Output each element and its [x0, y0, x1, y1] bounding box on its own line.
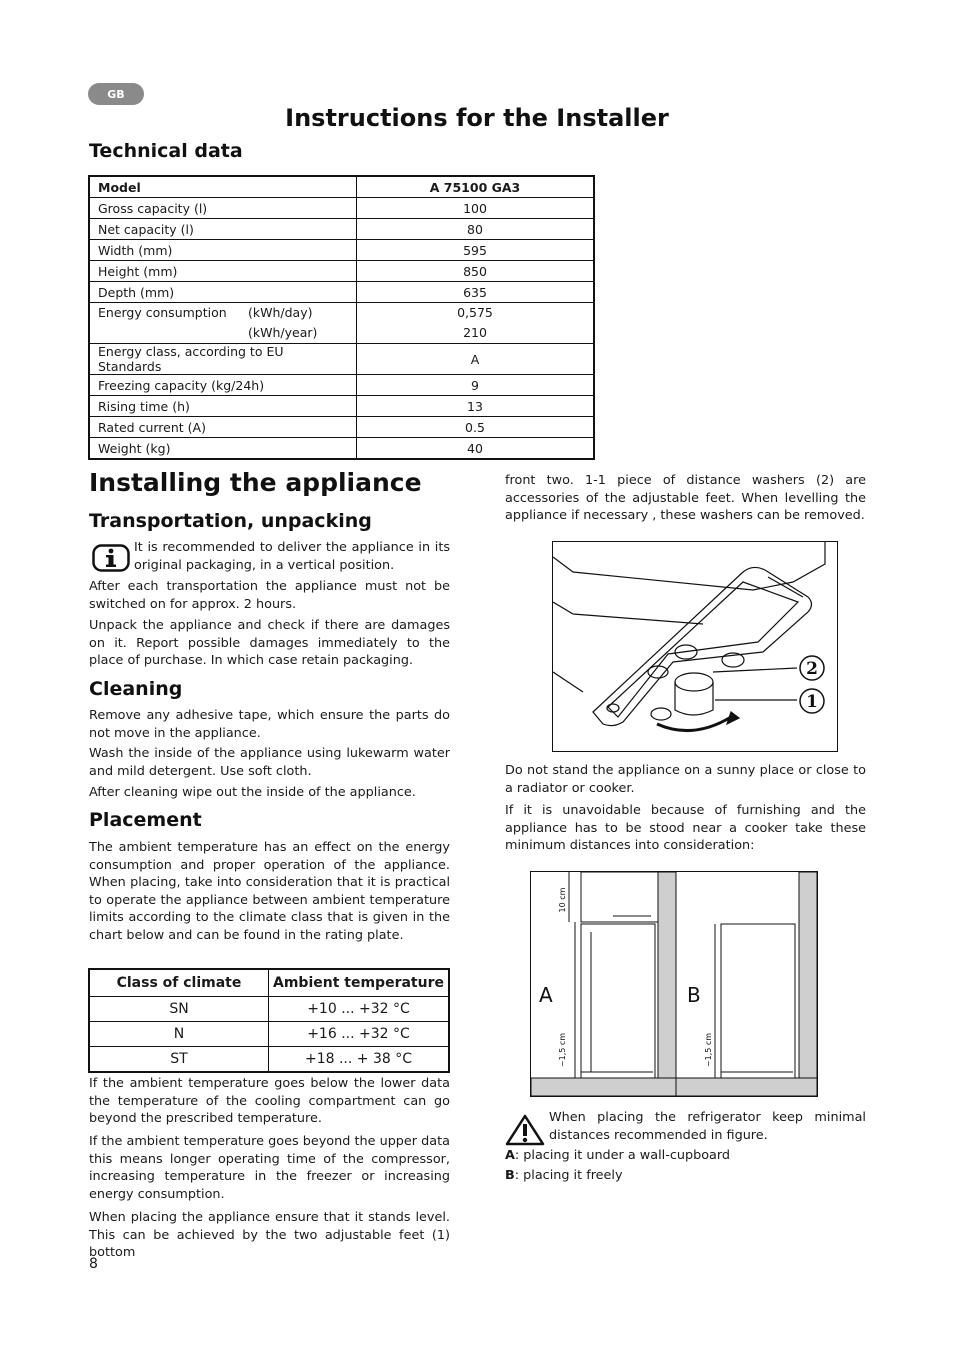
info-icon	[92, 544, 130, 572]
table-row	[89, 303, 594, 344]
table-row	[89, 438, 594, 460]
row-value: 595	[357, 240, 595, 261]
dimension-b-label: ~1,5 cm	[704, 1032, 713, 1068]
installing-heading: Installing the appliance	[89, 468, 422, 497]
energy-label-cell	[89, 303, 357, 344]
caption-b-key: B	[505, 1168, 515, 1183]
page-title: Instructions for the Installer	[285, 104, 669, 132]
caption-a-key: A	[505, 1148, 515, 1163]
table-row	[89, 375, 594, 396]
row-label: Gross capacity (l)	[89, 198, 357, 219]
row-label: Freezing capacity (kg/24h)	[89, 375, 357, 396]
row-value: 0.5	[357, 417, 595, 438]
ambient-temperature: +10 ... +32 °C	[269, 997, 450, 1022]
sunny-place-paragraph: Do not stand the appliance on a sunny place or close to a radiator or cooker.	[505, 763, 866, 796]
table-row	[89, 396, 594, 417]
table-row	[89, 219, 594, 240]
energy-unit-year: (kWh/year)	[248, 325, 318, 340]
row-value: 13	[357, 396, 595, 417]
feet-paragraph: front two. 1-1 piece of distance washers (2) are accessories of the adjustable feet. When levelling the appliance if necessary , these washers can be removed.	[505, 473, 866, 524]
table-header-row	[89, 969, 449, 997]
table-row	[89, 417, 594, 438]
transport-paragraph-1: After each transportation the appliance must not be switched on for approx. 2 hours.	[89, 579, 450, 612]
caption-b-text: : placing it freely	[514, 1168, 623, 1183]
cleaning-paragraph-3: After cleaning wipe out the inside of the appliance.	[89, 785, 416, 800]
table-row	[89, 344, 594, 375]
energy-value-year: 210	[463, 325, 487, 340]
table-row	[89, 1022, 449, 1047]
caption-a-text: : placing it under a wall-cupboard	[514, 1148, 731, 1163]
row-label: Net capacity (l)	[89, 219, 357, 240]
minimum-distances-figure	[530, 871, 818, 1097]
row-value: 80	[357, 219, 595, 240]
technical-data-heading: Technical data	[89, 140, 243, 162]
placement-paragraph-3: If the ambient temperature goes beyond the upper data this means longer operating time of the compressor, increasing temperature in the freezer or increasing energy consumption.	[89, 1134, 450, 1202]
placement-heading: Placement	[89, 809, 202, 831]
technical-data-table	[88, 175, 595, 460]
transport-heading: Transportation, unpacking	[89, 510, 372, 532]
adjustable-feet-figure	[552, 541, 838, 752]
climate-class: SN	[89, 997, 269, 1022]
label-b: B	[687, 983, 701, 1007]
label-a: A	[539, 983, 553, 1007]
energy-value-day: 0,575	[457, 305, 493, 320]
climate-class: ST	[89, 1047, 269, 1073]
climate-class-header: Class of climate	[89, 969, 269, 997]
model-label: Model	[89, 176, 357, 198]
placement-paragraph-4: When placing the appliance ensure that it stands level. This can be achieved by the two adjustable feet (1) bottom	[89, 1210, 450, 1261]
table-row	[89, 240, 594, 261]
table-row	[89, 176, 594, 198]
table-row	[89, 1047, 449, 1073]
row-label: Width (mm)	[89, 240, 357, 261]
row-value: 40	[357, 438, 595, 460]
dimension-top-label: 10 cm	[558, 887, 567, 913]
model-value: A 75100 GA3	[357, 176, 595, 198]
transport-paragraph-2: Unpack the appliance and check if there are damages on it. Report possible damages immediately to the place of purchase. In which case retain packaging.	[89, 618, 450, 669]
label-foot: 1	[806, 692, 818, 712]
cooker-paragraph: If it is unavoidable because of furnishing and the appliance has to be stood near a cooker take these minimum distances into consideration:	[505, 803, 866, 854]
label-washer: 2	[806, 659, 818, 679]
energy-unit-day: (kWh/day)	[248, 305, 313, 320]
ambient-temperature: +16 ... +32 °C	[269, 1022, 450, 1047]
caption-a	[505, 1147, 866, 1165]
energy-values	[357, 303, 595, 344]
placement-paragraph-1: The ambient temperature has an effect on the energy consumption and proper operation of the appliance. When placing, take into consideration that it is practical to operate the appliance between ambient temperature limits according to the climate class that is given in the chart below and can be found in the rating plate.	[89, 840, 450, 943]
cleaning-heading: Cleaning	[89, 678, 183, 700]
climate-class: N	[89, 1022, 269, 1047]
transport-info-text: It is recommended to deliver the appliance in its original packaging, in a vertical position.	[134, 540, 450, 573]
ambient-temperature: +18 ... + 38 °C	[269, 1047, 450, 1073]
row-label: Weight (kg)	[89, 438, 357, 460]
table-row	[89, 997, 449, 1022]
row-label: Height (mm)	[89, 261, 357, 282]
row-label: Energy class, according to EU Standards	[89, 344, 357, 375]
row-label: Rated current (A)	[89, 417, 357, 438]
placement-paragraph-2: If the ambient temperature goes below the lower data the temperature of the cooling compartment can go beyond the prescribed temperature.	[89, 1076, 450, 1127]
table-row	[89, 198, 594, 219]
cleaning-paragraph-1: Remove any adhesive tape, which ensure the parts do not move in the appliance.	[89, 708, 450, 741]
caption-b	[505, 1167, 866, 1185]
table-row	[89, 282, 594, 303]
language-badge: GB	[88, 83, 144, 105]
row-value: 635	[357, 282, 595, 303]
row-value: 100	[357, 198, 595, 219]
row-label: Rising time (h)	[89, 396, 357, 417]
energy-label: Energy consumption	[98, 305, 227, 320]
climate-table	[88, 968, 450, 1073]
table-row	[89, 261, 594, 282]
dimension-a-label: ~1,5 cm	[558, 1032, 567, 1068]
page-number: 8	[89, 1256, 98, 1272]
ambient-temperature-header: Ambient temperature	[269, 969, 450, 997]
row-label: Depth (mm)	[89, 282, 357, 303]
row-value: 9	[357, 375, 595, 396]
cleaning-paragraph-2: Wash the inside of the appliance using lukewarm water and mild detergent. Use soft cloth.	[89, 746, 450, 779]
warning-text: When placing the refrigerator keep minimal distances recommended in figure.	[549, 1110, 866, 1143]
row-value: 850	[357, 261, 595, 282]
row-value: A	[357, 344, 595, 375]
warning-icon	[505, 1114, 545, 1146]
